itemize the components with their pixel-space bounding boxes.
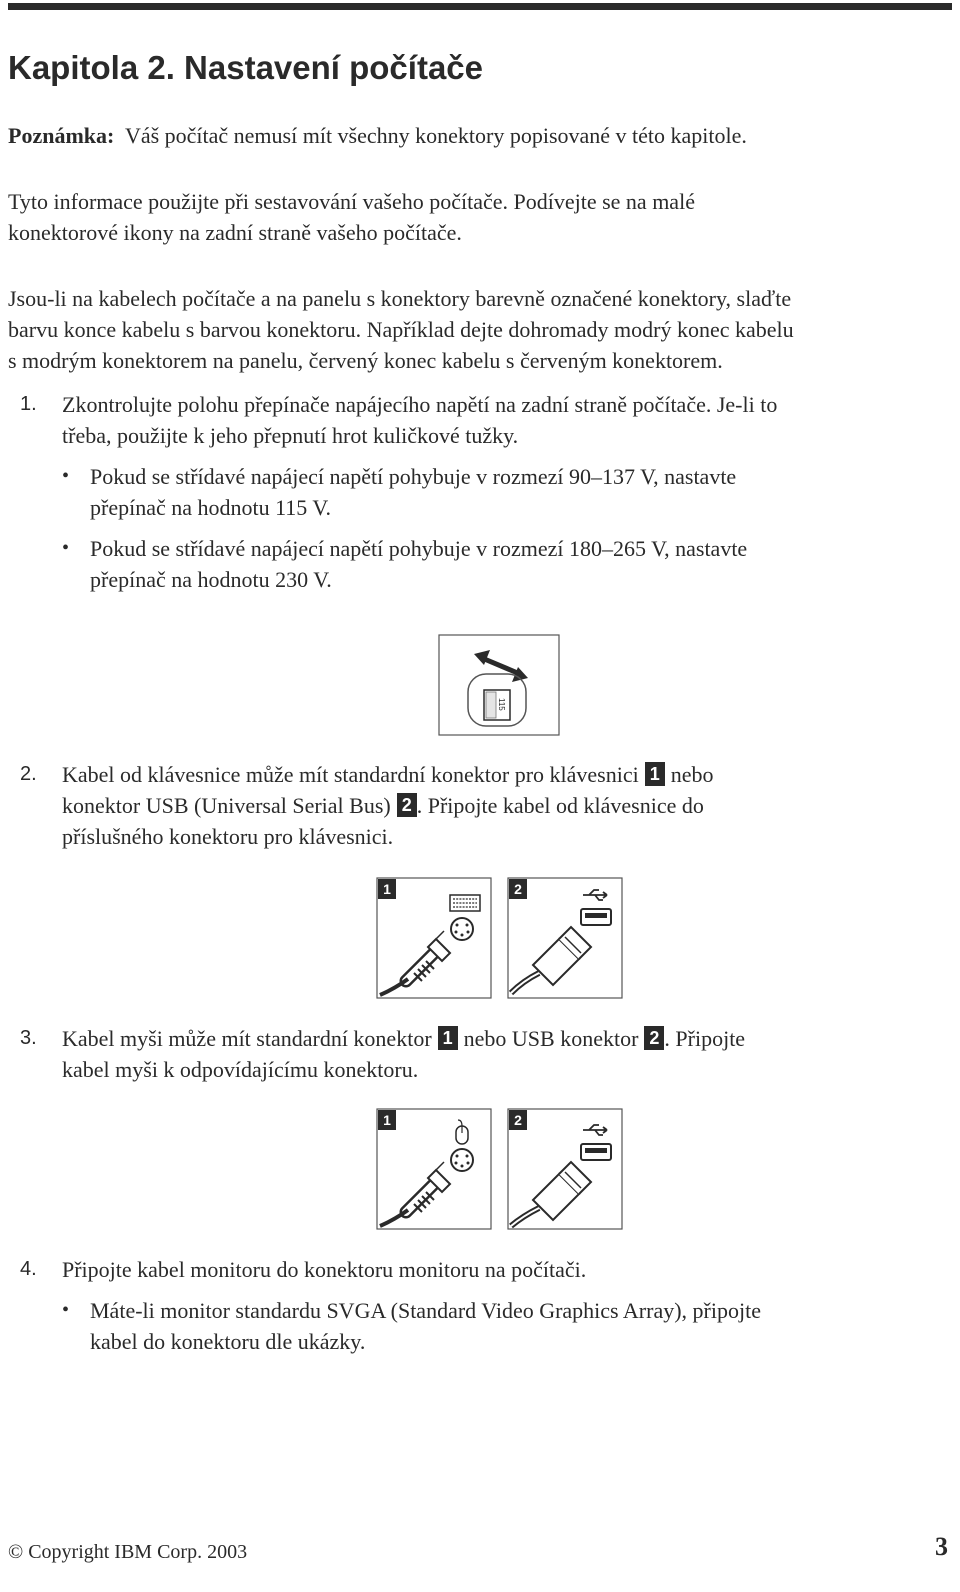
callout-badge-2: 2 bbox=[644, 1026, 664, 1050]
step-1-line-2: třeba, použijte k jeho přepnutí hrot kuličkové tužky. bbox=[62, 423, 519, 448]
step-2-line-1-text: Kabel od klávesnice může mít standardní konektor pro klávesnici bbox=[62, 762, 639, 787]
color-para-line-3: s modrým konektorem na panelu, červený konec kabelu s červeným konektorem. bbox=[8, 348, 723, 373]
mouse-ps2-figure bbox=[376, 1108, 492, 1230]
step-4-number: 4. bbox=[20, 1258, 37, 1280]
step-3-number: 3. bbox=[20, 1027, 37, 1049]
callout-badge-1: 1 bbox=[645, 762, 665, 786]
callout-badge-1: 1 bbox=[438, 1026, 458, 1050]
intro-line-1: Tyto informace použijte při sestavování vašeho počítače. Podívejte se na malé bbox=[8, 189, 695, 214]
step-1-bullet-1-line-1: Pokud se střídavé napájecí napětí pohybuje v rozmezí 90–137 V, nastavte bbox=[90, 464, 737, 489]
copyright: © Copyright IBM Corp. 2003 bbox=[8, 1541, 248, 1563]
step-2-line-1 bbox=[62, 759, 713, 790]
color-para-line-1: Jsou-li na kabelech počítače a na panelu s konektory barevně označené konektory, slaďte bbox=[8, 286, 792, 311]
callout-badge-2: 2 bbox=[397, 793, 417, 817]
step-3-line-2: kabel myši k odpovídajícímu konektoru. bbox=[62, 1057, 419, 1082]
figure-badge: 1 bbox=[383, 881, 391, 897]
step-2-line-2 bbox=[62, 790, 704, 821]
switch-label: 115 bbox=[497, 698, 506, 711]
top-rule bbox=[8, 3, 952, 10]
step-2-line-2-text: konektor USB (Universal Serial Bus) bbox=[62, 793, 391, 818]
keyboard-icon bbox=[450, 895, 480, 911]
step-4-bullet-line-2: kabel do konektoru dle ukázky. bbox=[90, 1329, 366, 1354]
voltage-switch-figure bbox=[438, 634, 560, 736]
step-3-line-1-end: . Připojte bbox=[664, 1026, 746, 1051]
note-label: Poznámka: bbox=[8, 123, 115, 148]
note-text: Váš počítač nemusí mít všechny konektory popisované v této kapitole. bbox=[124, 123, 747, 148]
bullet-marker: • bbox=[62, 1299, 70, 1321]
note bbox=[8, 120, 747, 151]
keyboard-usb-figure bbox=[507, 877, 623, 999]
step-2-line-3: příslušného konektoru pro klávesnici. bbox=[62, 824, 394, 849]
step-2-number: 2. bbox=[20, 763, 37, 785]
step-4-bullet-line-1: Máte-li monitor standardu SVGA (Standard Video Graphics Array), připojte bbox=[90, 1298, 761, 1323]
ps2-port-icon bbox=[451, 1149, 473, 1171]
color-para-line-2: barvu konce kabelu s barvou konektoru. Například dejte dohromady modrý konec kabelu bbox=[8, 317, 794, 342]
step-3-line-1 bbox=[62, 1023, 745, 1054]
figure-badge: 2 bbox=[514, 1112, 522, 1128]
bullet-marker: • bbox=[62, 537, 70, 559]
intro-line-2: konektorové ikony na zadní straně vašeho počítače. bbox=[8, 220, 462, 245]
ps2-port-icon bbox=[451, 918, 473, 940]
step-1-bullet-2-line-2: přepínač na hodnotu 230 V. bbox=[90, 567, 332, 592]
step-2-line-2-end: . Připojte kabel od klávesnice do bbox=[416, 793, 704, 818]
usb-port-icon bbox=[581, 1144, 611, 1160]
figure-badge: 2 bbox=[514, 881, 522, 897]
step-3-line-1-mid: nebo USB konektor bbox=[463, 1026, 639, 1051]
step-2-line-1-end: nebo bbox=[670, 762, 714, 787]
mouse-usb-figure bbox=[507, 1108, 623, 1230]
step-4-line-1: Připojte kabel monitoru do konektoru monitoru na počítači. bbox=[62, 1257, 587, 1282]
step-1-number: 1. bbox=[20, 393, 37, 415]
page-title: Kapitola 2. Nastavení počítače bbox=[8, 49, 484, 86]
figure-badge: 1 bbox=[383, 1112, 391, 1128]
step-1-line-1: Zkontrolujte polohu přepínače napájecího napětí na zadní straně počítače. Je-li to bbox=[62, 392, 778, 417]
bullet-marker: • bbox=[62, 465, 70, 487]
step-3-line-1-text: Kabel myši může mít standardní konektor bbox=[62, 1026, 432, 1051]
step-1-bullet-2-line-1: Pokud se střídavé napájecí napětí pohybuje v rozmezí 180–265 V, nastavte bbox=[90, 536, 748, 561]
step-1-bullet-1-line-2: přepínač na hodnotu 115 V. bbox=[90, 495, 331, 520]
keyboard-ps2-figure bbox=[376, 877, 492, 999]
page-number: 3 bbox=[935, 1532, 948, 1561]
usb-port-icon bbox=[581, 909, 611, 925]
